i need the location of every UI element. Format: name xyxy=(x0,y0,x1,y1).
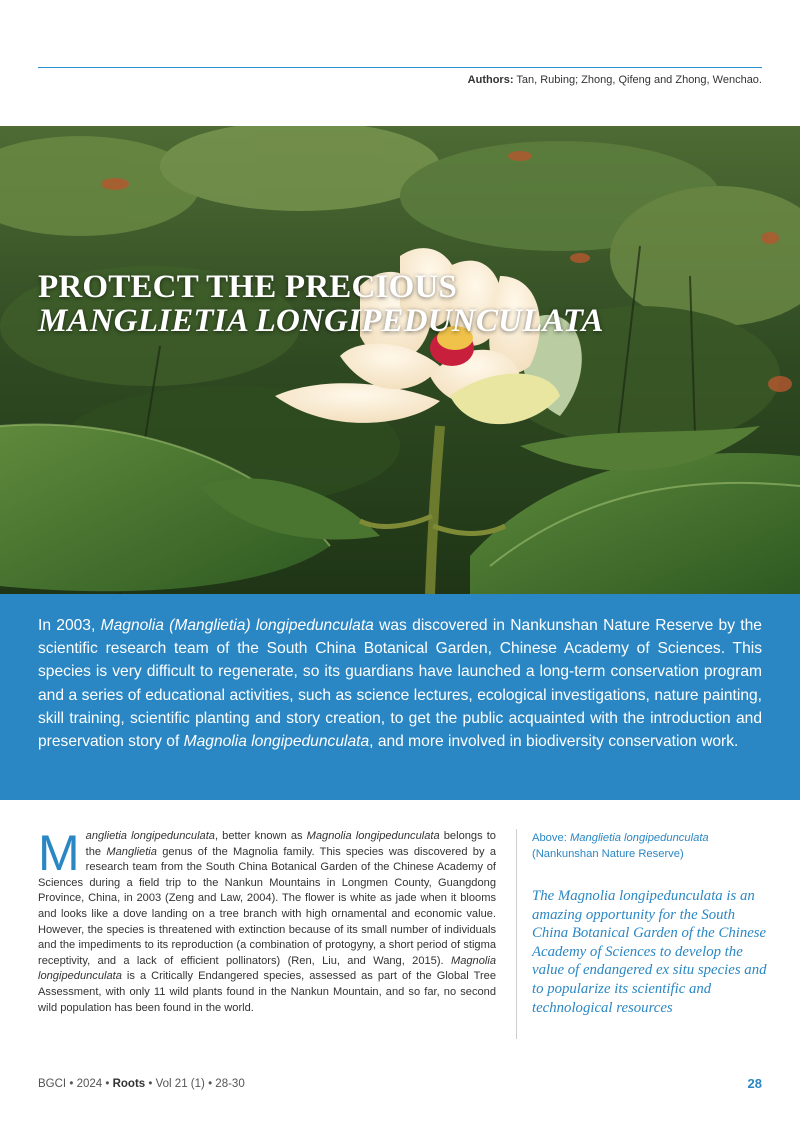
article-body xyxy=(38,825,496,1016)
photo-caption xyxy=(532,830,762,862)
footer-publisher: BGCI xyxy=(38,1078,67,1090)
drop-cap: M xyxy=(38,825,80,881)
body-text-8: is a Critically Endangered species, assessed as part of the Global Tree Assessment, with only 11 wild plants found in the Nankun Mountain, and so far, no second wild population has been found in the world. xyxy=(38,970,496,1014)
body-text-2: , better known as xyxy=(214,830,307,842)
footer-volume: Vol 21 (1) xyxy=(155,1078,205,1090)
caption-location: (Nankunshan Nature Reserve) xyxy=(532,848,684,860)
lead-species-name-1: Magnolia (Manglietia) longipedunculata xyxy=(100,617,374,634)
footer-separator: • xyxy=(105,1078,110,1090)
footer-year: 2024 xyxy=(76,1078,103,1090)
title-line-1: PROTECT THE PRECIOUS xyxy=(38,269,458,305)
column-divider xyxy=(516,829,517,1039)
footer-journal: Roots xyxy=(112,1078,146,1090)
caption-species: Manglietia longipedunculata xyxy=(569,832,709,844)
body-species-2: Magnolia longipedunculata xyxy=(306,830,440,842)
footer-separator: • xyxy=(208,1078,213,1090)
body-species-3: Magnolia longipedunculata xyxy=(38,954,496,983)
footer-separator: • xyxy=(69,1078,74,1090)
footer-citation xyxy=(38,1078,245,1090)
lead-text-3: , and more involved in biodiversity conservation work. xyxy=(369,733,739,751)
page-title xyxy=(38,270,604,338)
lead-species-name-2: Magnolia longipedunculata xyxy=(183,733,370,751)
lead-paragraph xyxy=(38,614,762,753)
authors-label: Authors: xyxy=(467,74,514,86)
magnolia-flower-photo-icon xyxy=(0,126,800,594)
footer-separator: • xyxy=(148,1078,153,1090)
footer-pages: 28-30 xyxy=(215,1078,245,1090)
lead-text-1: In 2003, xyxy=(38,617,101,634)
body-text-4: belongs to the xyxy=(85,830,496,858)
body-text-6: genus of the Magnolia family. This species was discovered by a research team from the South China Botanical Garden of the Chinese Academy of Sciences during a field trip to the Nankun Mountains in Longmen County, Guangdong Province, China, in 2003 (Zeng and Law, 2004). The flower is white as jade when it blooms and looks like a dove landing on a tree branch with high ornamental and economic value. However, the species is threatened with extinction because of its small number of individuals and the impediments to its reproduction (a combination of protogyny, a short period of stigma receptivity, and a lack of efficient pollinators) (Ren, Liu, and Wang, 2015). xyxy=(38,845,496,967)
title-line-2: MANGLIETIA LONGIPEDUNCULATA xyxy=(38,303,604,339)
pull-quote: The Magnolia longipedunculata is an amazing opportunity for the South China Botanical Garden of the Chinese Academy of Sciences to develop the value of endangered ex situ species and to popularize its scientific and technological resources xyxy=(532,888,767,1016)
lead-text-2: was discovered in Nankunshan Nature Reserve by the scientific research team of the South China Botanical Garden, Chinese Academy of Sciences. This species is very difficult to regenerate, so its guardians have launched a long-term conservation program and a series of educational activities, such as science lectures, ecological investigations, nature painting, skill training, scientific planting and story creation, to get the public acquainted with the introduction and preservation story of xyxy=(38,617,762,751)
caption-prefix: Above: xyxy=(532,832,570,844)
authors-names: Tan, Rubing; Zhong, Qifeng and Zhong, Wenchao. xyxy=(516,74,762,86)
lead-paragraph-box xyxy=(0,594,800,800)
body-genus: Manglietia xyxy=(106,845,157,858)
header-rule xyxy=(38,67,762,68)
authors-line xyxy=(468,74,762,86)
hero-photo xyxy=(0,126,800,594)
body-species-1: anglietia longipedunculata xyxy=(85,830,215,842)
page-number: 28 xyxy=(747,1076,762,1091)
